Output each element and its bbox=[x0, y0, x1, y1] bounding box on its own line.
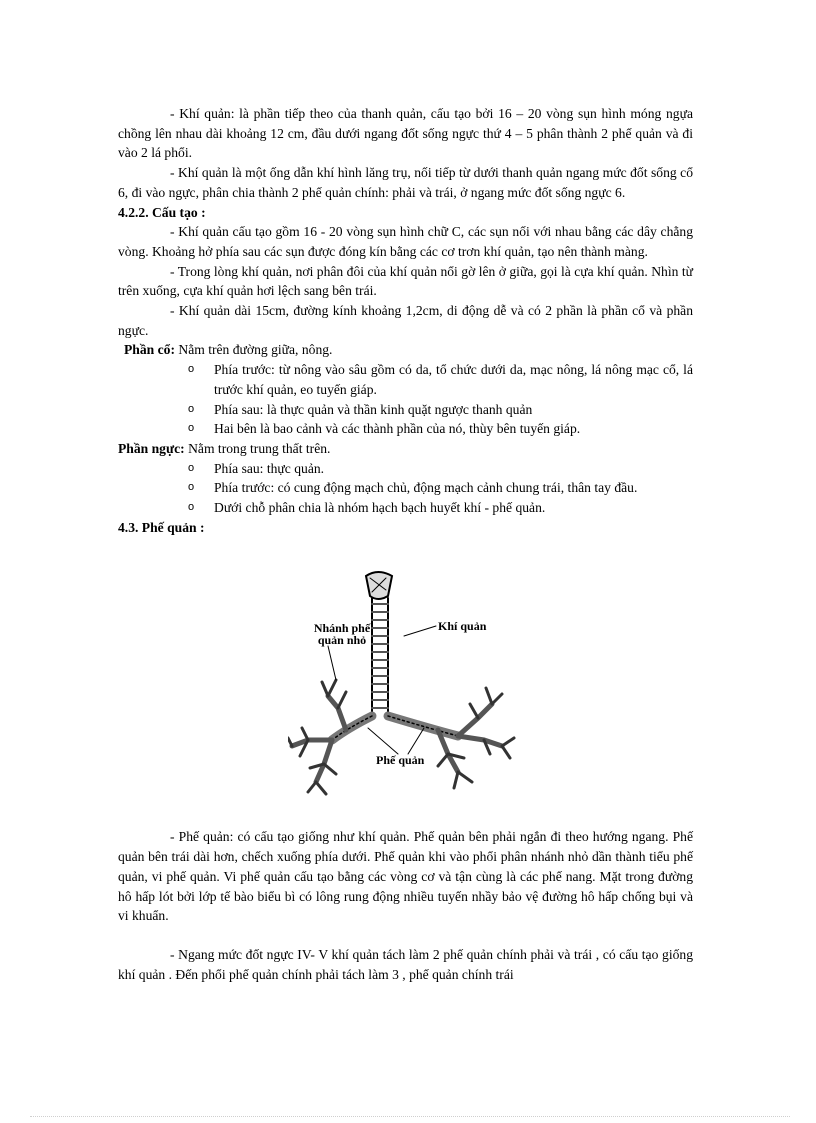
list-item: o Phía sau: thực quản. bbox=[214, 459, 693, 479]
neck-part-list bbox=[118, 360, 693, 439]
chest-part-line bbox=[118, 439, 693, 459]
section-heading-4-2-2: 4.2.2. Cấu tạo : bbox=[118, 204, 206, 220]
list-item: o Hai bên là bao cảnh và các thành phần của nó, thùy bên tuyến giáp. bbox=[214, 419, 693, 439]
paragraph-trachea-intro-1: - Khí quản: là phần tiếp theo của thanh quản, cấu tạo bởi 16 – 20 vòng sụn hình móng ngựa chồng lên nhau dài khoảng 12 cm, đầu dưới ngang đốt sống ngực thứ 4 – 5 phân thành 2 phế quản và đi vào 2 lá phổi. bbox=[118, 106, 693, 161]
list-item: o Phía trước: từ nông vào sâu gồm có da, tổ chức dưới da, mạc nông, lá nông mạc cổ, lá trước khí quản, eo tuyến giáp. bbox=[214, 360, 693, 399]
bronchial-tree-figure bbox=[288, 568, 538, 803]
neck-part-label: Phần cổ: bbox=[124, 342, 175, 358]
figure-label-bronchi: Phế quản bbox=[376, 753, 425, 768]
figure-label-trachea: Khí quản bbox=[438, 619, 487, 634]
figure-label-small-bronchi: Nhánh phế quản nhỏ bbox=[313, 621, 371, 648]
chest-part-list bbox=[118, 459, 693, 518]
neck-part-text: Nằm trên đường giữa, nông. bbox=[174, 342, 333, 358]
list-item: o Phía trước: có cung động mạch chủ, động mạch cảnh chung trái, thân tay đầu. bbox=[214, 478, 693, 498]
list-item: o Dưới chỗ phân chia là nhóm hạch bạch huyết khí - phế quản. bbox=[214, 498, 693, 518]
list-item: o Phía sau: là thực quản và thần kinh quặt ngược thanh quản bbox=[214, 400, 693, 420]
section-heading-4-3: 4.3. Phế quản : bbox=[118, 519, 205, 535]
paragraph-structure-2: - Trong lòng khí quản, nơi phân đôi của khí quản nổi gờ lên ở giữa, gọi là cựa khí quản. Nhìn từ trên xuống, cựa khí quản hơi lệch sang bên trái. bbox=[118, 263, 693, 299]
chest-part-text: Nằm trong trung thất trên. bbox=[184, 440, 331, 456]
neck-part-line bbox=[118, 340, 693, 360]
bronchial-tree-drawing bbox=[288, 568, 538, 803]
page-bottom-divider bbox=[30, 1116, 790, 1117]
paragraph-structure-1: - Khí quản cấu tạo gồm 16 - 20 vòng sụn hình chữ C, các sụn nối với nhau bằng các dây chằng vòng. Khoảng hở phía sau các sụn được đóng kín bằng các cơ trơn khí quản, tạo nên thành màng. bbox=[118, 224, 693, 259]
paragraph-bronchi-2: - Ngang mức đốt ngực IV- V khí quản tách làm 2 phế quản chính phải và trái , có cấu tạo giống khí quản . Đến phổi phế quản chính phải tách làm 3 , phế quản chính trái bbox=[118, 946, 693, 982]
paragraph-bronchi-1: - Phế quản: có cấu tạo giống như khí quản. Phế quản bên phải ngắn đi theo hướng ngang. Phế quản bên trái dài hơn, chếch xuống phía dưới. Phế quản khi vào phổi phân nhánh nhỏ dần thành tiểu phế quản, vi phế quản. Vi phế quản cấu tạo bằng các vòng cơ và tận cùng là các phế nang. Mặt trong đường hô hấp lót bởi lớp tế bào biểu bì có lông rung động nhiều tuyến nhầy bảo vệ đường hô hấp chống bụi và vi khuẩn. bbox=[118, 829, 693, 924]
paragraph-trachea-intro-2: - Khí quản là một ống dẫn khí hình lăng trụ, nối tiếp từ dưới thanh quản ngang mức đốt sống cổ 6, đi vào ngực, phân chia thành 2 phế quản chính: phải và trái, ở ngang mức đốt sống ngực 6. bbox=[118, 165, 693, 200]
document-page bbox=[118, 104, 693, 984]
paragraph-structure-3: - Khí quản dài 15cm, đường kính khoảng 1,2cm, di động dễ và có 2 phần là phần cổ và phần ngực. bbox=[118, 303, 693, 338]
chest-part-label: Phần ngực: bbox=[118, 440, 185, 456]
